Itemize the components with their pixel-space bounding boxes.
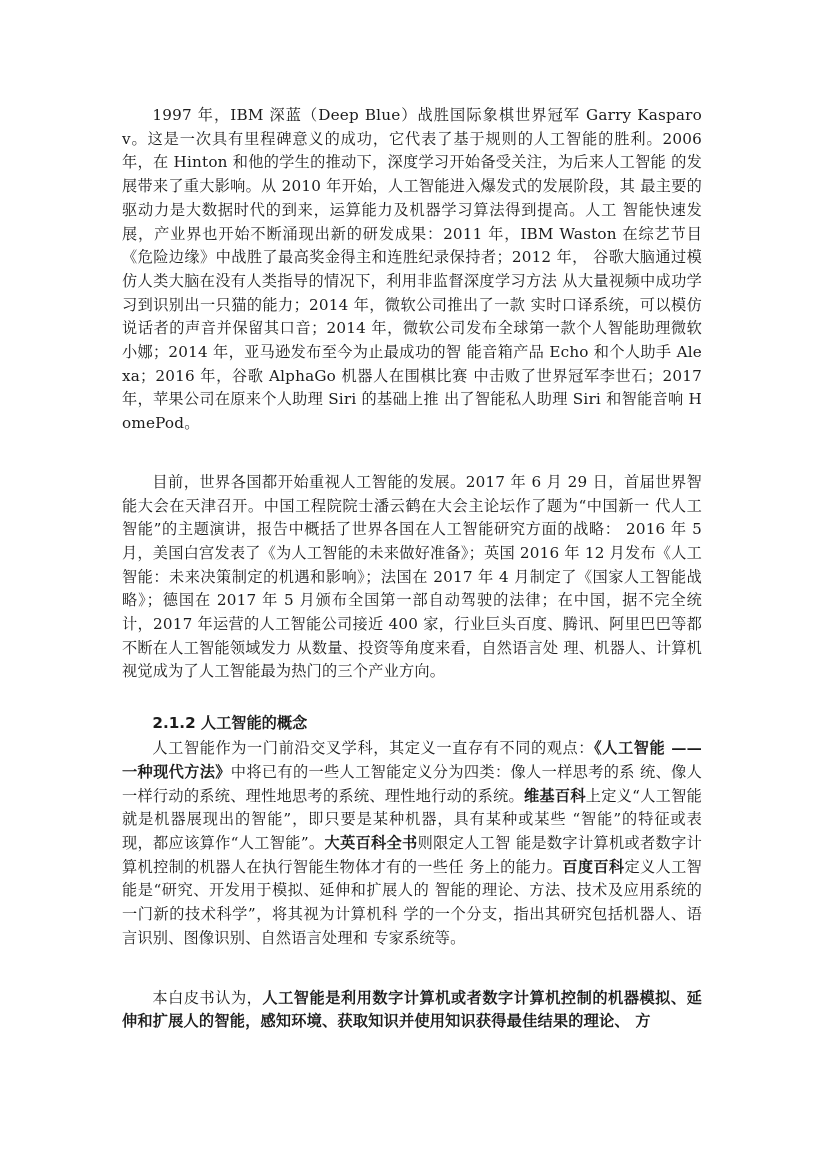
section-heading: 2.1.2 人工智能的概念 <box>152 714 308 733</box>
text-run: 本白皮书认为， <box>152 988 263 1007</box>
bold-run-britannica: 大英百科全书 <box>324 833 418 852</box>
text-run: 中将已有的一些人工智能定义分为四类：像人一样思考的系 统、像人一样行动的系统、理性地思考的系统、理性地行动的系统。 <box>122 762 702 805</box>
bold-run-book-title: 《人工智能 ——一种现代方法》 <box>122 739 702 781</box>
paragraph-ai-definitions <box>122 737 702 950</box>
text-run: 上定义“人工智能就是机器展现出的智能”，即只要是某种机器，具有某种或某些 “智能”的特征或表现，都应该算作“人工智能”。 <box>122 786 702 852</box>
text-run: 定义人工智能是“研究、开发用于模拟、延伸和扩展人的 智能的理论、方法、技术及应用系统的一门新的技术科学”，将其视为计算机科 学的一个分支，指出其研究包括机器人、语言识别、图像识别、自然语言处理和 专家系统等。 <box>122 857 702 947</box>
paragraph-ai-history: 1997 年，IBM 深蓝（Deep Blue）战胜国际象棋世界冠军 Garry Kasparov。这是一次具有里程碑意义的成功，它代表了基于规则的人工智能的胜利。2006 年，在 Hinton 和他的学生的推动下，深度学习开始备受关注，为后来人工智能 的发展带来了重大影响。从 2010 年开始，人工智能进入爆发式的发展阶段，其 最主要的驱动力是大数据时代的到来，运算能力及机器学习算法得到提高。人工 智能快速发展，产业界也开始不断涌现出新的研发成果：2011 年，IBM Waston 在综艺节目《危险边缘》中战胜了最高奖金得主和连胜纪录保持者；2012 年， 谷歌大脑通过模仿人类大脑在没有人类指导的情况下，利用非监督深度学习方法 从大量视频中成功学习到识别出一只猫的能力；2014 年，微软公司推出了一款 实时口译系统，可以模仿说话者的声音并保留其口音；2014 年，微软公司发布全球第一款个人智能助理微软小娜；2014 年，亚马逊发布至今为止最成功的智 能音箱产品 Echo 和个人助手 Alexa；2016 年，谷歌 AlphaGo 机器人在围棋比赛 中击败了世界冠军李世石；2017 年，苹果公司在原来个人助理 Siri 的基础上推 出了智能私人助理 Siri 和智能音响 HomePod。 <box>122 106 702 433</box>
text-run: 人工智能作为一门前沿交叉学科，其定义一直存有不同的观点： <box>152 739 595 758</box>
bold-run-wikipedia: 维基百科 <box>523 786 586 805</box>
text-run: 则限定人工智 能是数字计算机或者数字计算机控制的机器人在执行智能生物体才有的一些任 务上的能力。 <box>122 833 702 876</box>
bold-run-baidu-baike: 百度百科 <box>562 857 625 876</box>
bold-run-definition: 人工智能是利用数字计算机或者数字计算机控制的机器模拟、延伸和扩展人的智能，感知环境、获取知识并使用知识获得最佳结果的理论、 方 <box>122 988 702 1031</box>
paragraph-whitepaper-definition <box>122 987 702 1034</box>
paragraph-world-strategies: 目前，世界各国都开始重视人工智能的发展。2017 年 6 月 29 日，首届世界智能大会在天津召开。中国工程院院士潘云鹤在大会主论坛作了题为“中国新一 代人工智能”的主题演讲，报告中概括了世界各国在人工智能研究方面的战略： 2016 年 5 月，美国白宫发表了《为人工智能的未来做好准备》；英国 2016 年 12 月发布《人工智能：未来决策制定的机遇和影响》；法国在 2017 年 4 月制定了《国家人工智能战略》；德国在 2017 年 5 月颁布全国第一部自动驾驶的法律；在中国，据不完全统计，2017 年运营的人工智能公司接近 400 家，行业巨头百度、腾讯、阿里巴巴等都不断在人工智能领域发力 从数量、投资等角度来看，自然语言处 理、机器人、计算机视觉成为了人工智能最为热门的三个产业方向。 <box>122 472 702 681</box>
